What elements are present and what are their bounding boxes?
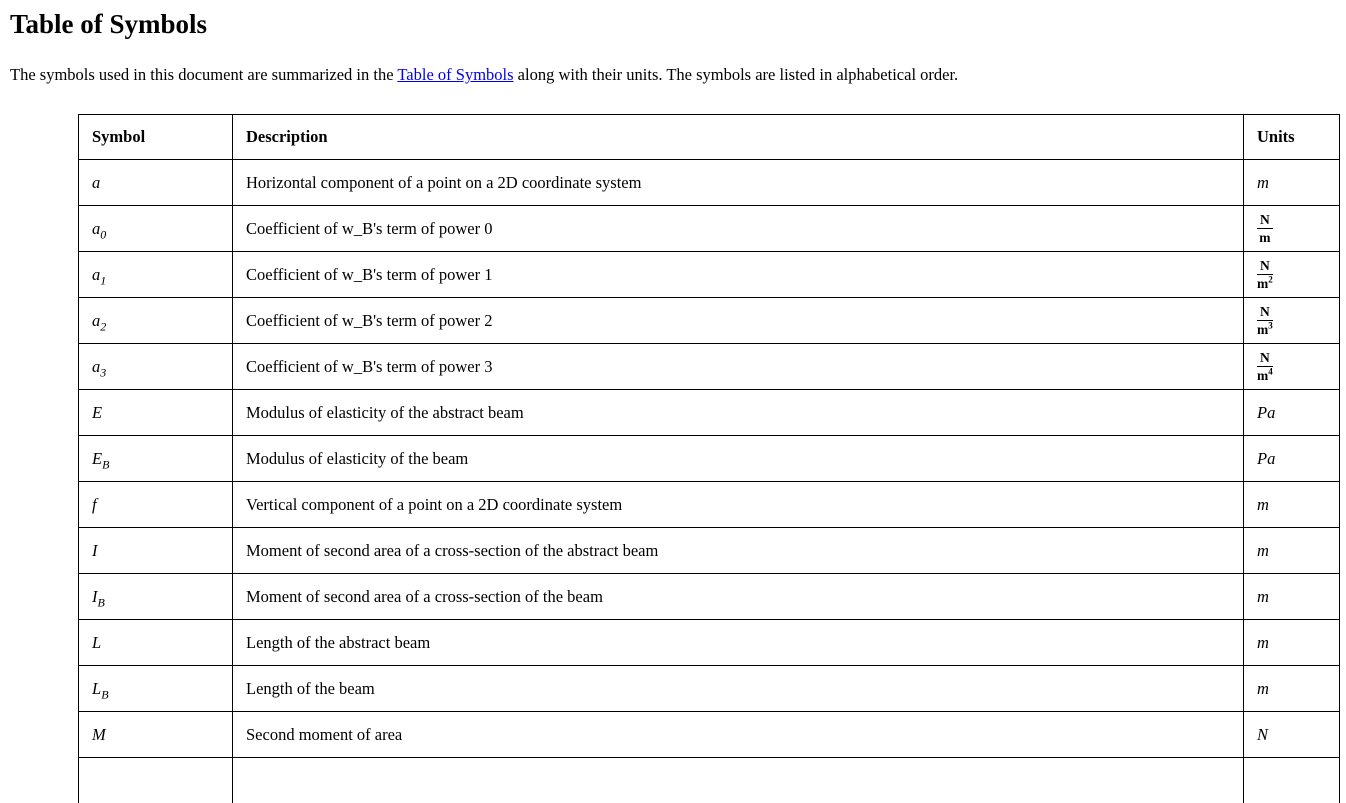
unit-fraction-denominator: $m^4$ — [1257, 366, 1273, 384]
table-of-symbols-link[interactable]: Table of Symbols — [397, 65, 514, 85]
unit-value: m — [1257, 540, 1269, 560]
symbol-subscript: B — [97, 594, 105, 609]
description-cell: Second moment of area — [233, 712, 1244, 758]
table-row-partial — [79, 758, 1340, 803]
table-row — [79, 482, 1340, 528]
unit-exponent: 4 — [1268, 366, 1273, 377]
symbol-subscript: 2 — [100, 318, 107, 333]
table-row — [79, 574, 1340, 620]
symbol-cell — [79, 482, 233, 528]
symbol-base: I — [92, 586, 98, 606]
symbol-subscript: 3 — [100, 364, 107, 379]
description-cell: Length of the beam — [233, 666, 1244, 712]
units-cell — [1244, 574, 1340, 620]
col-header-units: Units — [1244, 115, 1340, 160]
col-header-symbol: Symbol — [79, 115, 233, 160]
symbol-base: a — [92, 172, 101, 192]
units-cell — [1244, 390, 1340, 436]
symbol-cell — [79, 344, 233, 390]
intro-text-before-link: The symbols used in this document are summarized in the — [10, 65, 398, 85]
table-row — [79, 390, 1340, 436]
unit-fraction — [1257, 258, 1273, 292]
table-row — [79, 620, 1340, 666]
description-cell — [233, 758, 1244, 803]
unit-value: m — [1257, 632, 1269, 652]
symbol-cell — [79, 298, 233, 344]
table-row — [79, 298, 1340, 344]
col-header-description: Description — [233, 115, 1244, 160]
table-header-row — [79, 115, 1340, 160]
unit-fraction — [1257, 350, 1273, 384]
intro-paragraph — [10, 65, 1336, 85]
units-cell — [1244, 482, 1340, 528]
unit-value: m — [1257, 494, 1269, 514]
description-cell: Moment of second area of a cross-section of the abstract beam — [233, 528, 1244, 574]
units-cell — [1244, 620, 1340, 666]
units-cell — [1244, 252, 1340, 298]
intro-text-after-link: along with their units. The symbols are listed in alphabetical order. — [513, 65, 959, 85]
symbol-base: E — [92, 448, 103, 468]
symbol-base: E — [92, 402, 103, 422]
description-cell: Coefficient of w_B's term of power 3 — [233, 344, 1244, 390]
unit-value: m — [1257, 678, 1269, 698]
unit-fraction-denominator: $m^2$ — [1257, 274, 1273, 292]
table-row — [79, 666, 1340, 712]
symbol-cell — [79, 528, 233, 574]
units-cell — [1244, 758, 1340, 803]
symbol-subscript: 0 — [100, 226, 107, 241]
unit-fraction-denominator: m — [1259, 230, 1271, 246]
table-row — [79, 206, 1340, 252]
symbol-subscript: 1 — [100, 272, 107, 287]
table-row — [79, 528, 1340, 574]
unit-fraction-numerator: N — [1257, 304, 1273, 322]
description-cell: Vertical component of a point on a 2D coordinate system — [233, 482, 1244, 528]
table-row — [79, 344, 1340, 390]
units-cell — [1244, 206, 1340, 252]
symbol-base: a — [92, 310, 101, 330]
symbol-cell — [79, 758, 233, 803]
unit-exponent: 2 — [1268, 274, 1273, 285]
units-cell — [1244, 344, 1340, 390]
unit-fraction-numerator: N — [1257, 258, 1273, 276]
symbol-cell — [79, 390, 233, 436]
symbol-base: f — [92, 494, 97, 514]
symbol-cell — [79, 206, 233, 252]
units-cell — [1244, 160, 1340, 206]
unit-fraction — [1257, 212, 1273, 246]
description-cell: Horizontal component of a point on a 2D coordinate system — [233, 160, 1244, 206]
units-cell — [1244, 298, 1340, 344]
description-cell: Modulus of elasticity of the abstract beam — [233, 390, 1244, 436]
description-cell: Coefficient of w_B's term of power 0 — [233, 206, 1244, 252]
units-cell — [1244, 666, 1340, 712]
symbol-cell — [79, 666, 233, 712]
page-title: Table of Symbols — [10, 9, 208, 39]
units-cell — [1244, 528, 1340, 574]
unit-exponent: 3 — [1268, 320, 1273, 331]
description-cell: Coefficient of w_B's term of power 1 — [233, 252, 1244, 298]
unit-value: m — [1257, 586, 1269, 606]
units-cell — [1244, 712, 1340, 758]
symbol-base: M — [92, 724, 106, 744]
unit-value: Pa — [1257, 402, 1276, 422]
description-cell: Moment of second area of a cross-section of the beam — [233, 574, 1244, 620]
symbol-cell — [79, 712, 233, 758]
units-cell — [1244, 436, 1340, 482]
symbols-table — [78, 114, 1340, 803]
symbol-subscript: B — [102, 456, 110, 471]
symbol-cell — [79, 620, 233, 666]
symbol-base: a — [92, 356, 101, 376]
symbol-base: a — [92, 264, 101, 284]
symbol-subscript: B — [101, 686, 109, 701]
description-cell: Coefficient of w_B's term of power 2 — [233, 298, 1244, 344]
unit-fraction-denominator: $m^3$ — [1257, 320, 1273, 338]
unit-value: Pa — [1257, 448, 1276, 468]
table-row — [79, 436, 1340, 482]
symbol-cell — [79, 574, 233, 620]
unit-fraction-numerator: N — [1257, 350, 1273, 368]
table-row — [79, 712, 1340, 758]
symbol-base: I — [92, 540, 98, 560]
symbol-cell — [79, 252, 233, 298]
unit-value: m — [1257, 172, 1269, 192]
table-row — [79, 160, 1340, 206]
unit-fraction-numerator: N — [1257, 212, 1273, 230]
table-row — [79, 252, 1340, 298]
unit-fraction — [1257, 304, 1273, 338]
description-cell: Modulus of elasticity of the beam — [233, 436, 1244, 482]
symbol-base: L — [92, 632, 102, 652]
symbol-base: a — [92, 218, 101, 238]
description-cell: Length of the abstract beam — [233, 620, 1244, 666]
symbol-cell — [79, 160, 233, 206]
symbol-base: L — [92, 678, 102, 698]
unit-value: N — [1257, 724, 1269, 744]
symbol-cell — [79, 436, 233, 482]
